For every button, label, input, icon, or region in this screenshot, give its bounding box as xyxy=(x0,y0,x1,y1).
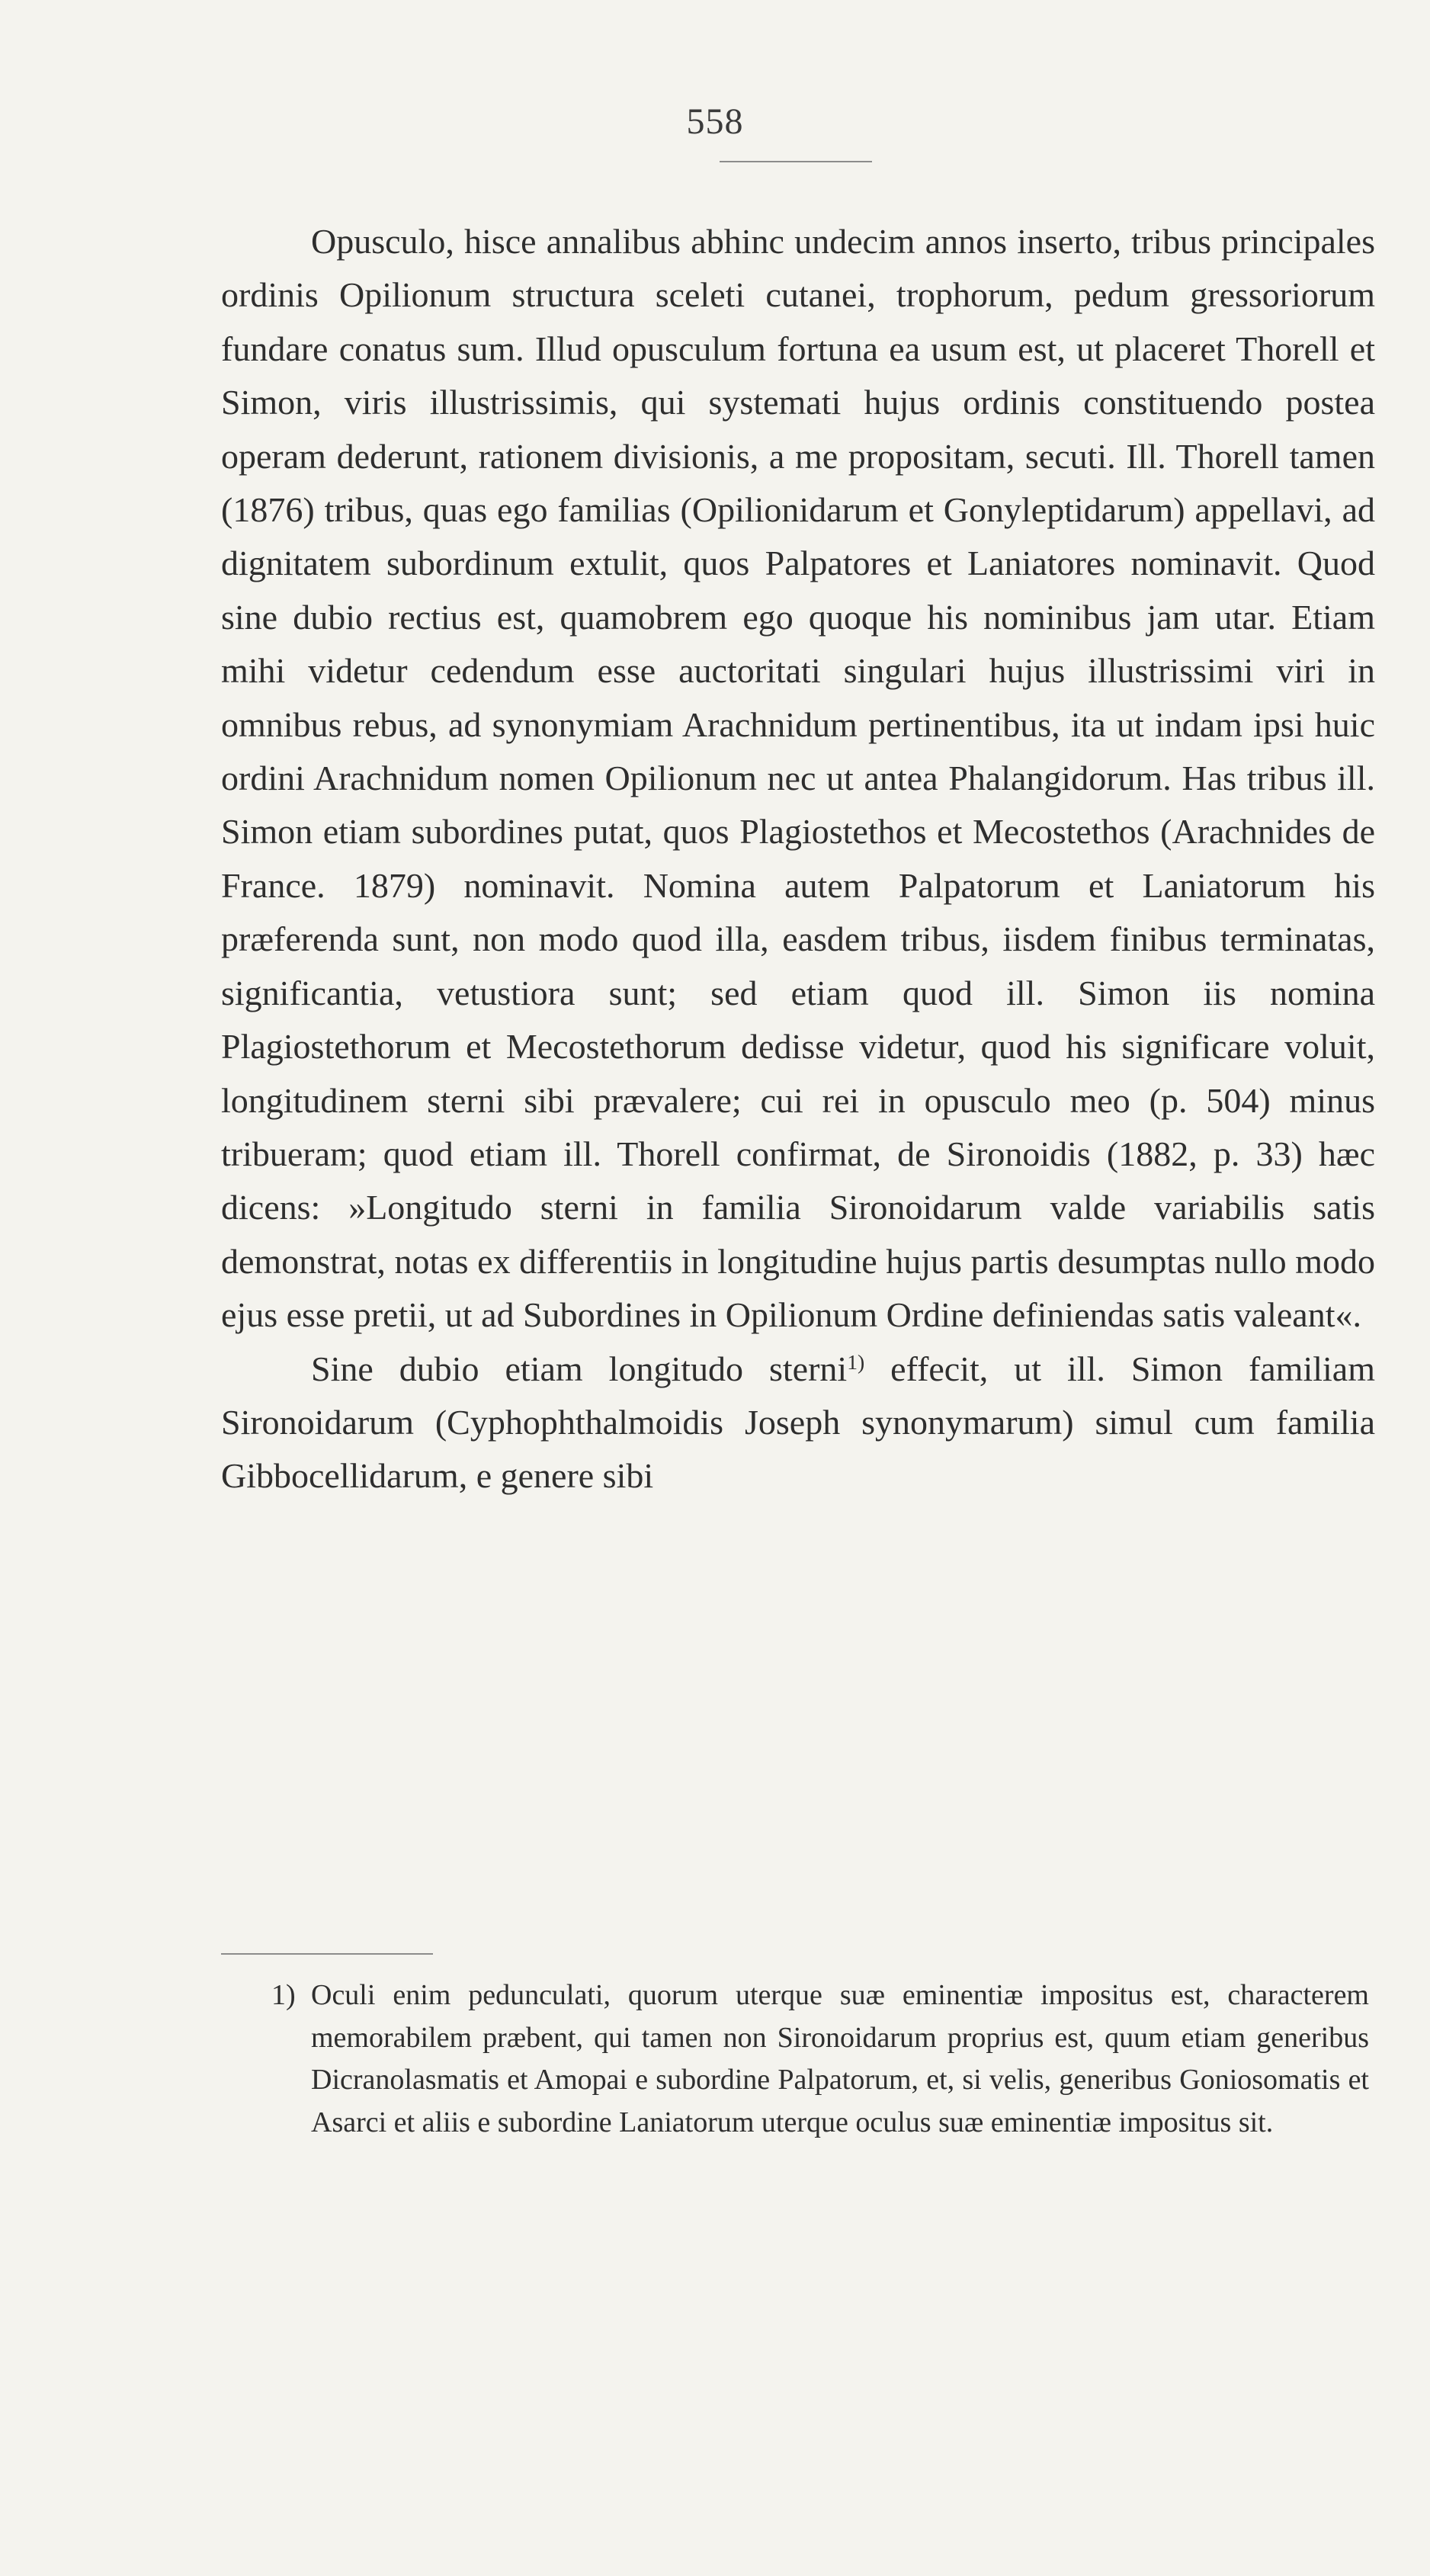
paragraph-text: effecit, ut ill. Simon familiam Sironoidarum (Cyphophthalmoidis Joseph synonymarum) simul cum familia Gibbocellidarum, e genere sibi xyxy=(221,1349,1376,1496)
paragraph-text: Sine dubio etiam longitudo sterni xyxy=(311,1349,848,1388)
paragraph xyxy=(221,1343,1375,1503)
page-number: 558 xyxy=(686,101,744,142)
footnote-separator xyxy=(221,1953,433,1955)
footnote-reference: 1) xyxy=(847,1349,865,1374)
footnote xyxy=(271,1975,1369,2144)
page-number-rule xyxy=(720,161,872,162)
paragraph: Opusculo, hisce annalibus abhinc undecim annos inserto, tribus principales ordinis Opilionum structura sceleti cutanei, trophorum, pedum gressoriorum fundare conatus sum. Illud opusculum fortuna ea usum est, ut placeret Thorell et Simon, viris illustrissimis, qui systemati hujus ordinis constituendo postea operam dederunt, rationem divisionis, a me propositam, secuti. Ill. Thorell tamen (1876) tribus, quas ego familias (Opilionidarum et Gonyleptidarum) appellavi, ad dignitatem subordinum extulit, quos Palpatores et Laniatores nominavit. Quod sine dubio rectius est, quamobrem ego quoque his nominibus jam utar. Etiam mihi videtur cedendum esse auctoritati singulari hujus illustrissimi viri in omnibus rebus, ad synonymiam Arachnidum pertinentibus, ita ut indam ipsi huic ordini Arachnidum nomen Opilionum nec ut antea Phalangidorum. Has tribus ill. Simon etiam subordines putat, quos Plagiostethos et Mecostethos (Arachnides de France. 1879) nominavit. Nomina autem Palpatorum et Laniatorum his præferenda sunt, non modo quod illa, easdem tribus, iisdem finibus terminatas, significantia, vetustiora sunt; sed etiam quod ill. Simon iis nomina Plagiostethorum et Mecostethorum dedisse videtur, quod his significare voluit, longitudinem sterni sibi prævalere; cui rei in opusculo meo (p. 504) minus tribueram; quod etiam ill. Thorell confirmat, de Sironoidis (1882, p. 33) hæc dicens: »Longitudo sterni in familia Sironoidarum valde variabilis satis demonstrat, notas ex differentiis in longitudine hujus partis desumptas nullo modo ejus esse pretii, ut ad Subordines in Opilionum Ordine definiendas satis valeant«. xyxy=(221,222,1375,1335)
footnote-marker: 1) xyxy=(271,1979,296,2011)
main-text xyxy=(221,215,1375,1503)
footnote-text: Oculi enim pedunculati, quorum uterque suæ eminentiæ impositus est, characterem memorabilem præbent, qui tamen non Sironoidarum proprius est, quum etiam generibus Dicranolasmatis et Amopai e subordine Palpatorum, et, si velis, generibus Goniosomatis et Asarci et aliis e subordine Laniatorum uterque oculus suæ eminentiæ impositus sit. xyxy=(311,1979,1369,2138)
